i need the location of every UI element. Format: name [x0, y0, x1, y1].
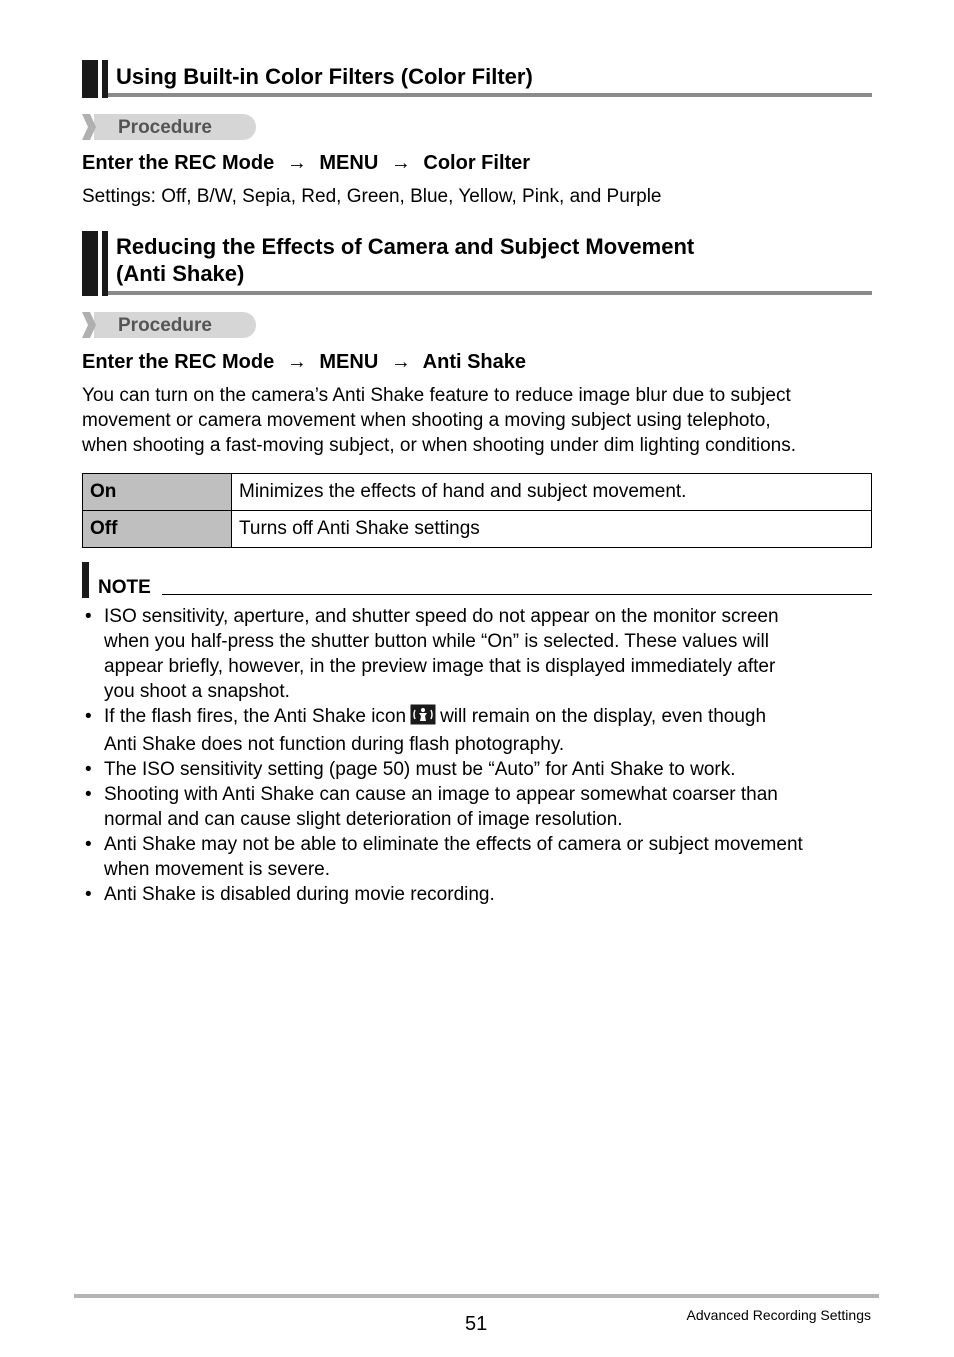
- note-line-text: appear briefly, however, in the preview image that is displayed immediately after: [104, 656, 776, 677]
- arrow-right-icon: →: [390, 351, 411, 373]
- settings-text: Settings: Off, B/W, Sepia, Red, Green, Blue, Yellow, Pink, and Purple: [82, 186, 662, 207]
- procedure-badge: [82, 114, 256, 140]
- option-desc: Turns off Anti Shake settings: [232, 511, 872, 548]
- step-2: MENU: [319, 152, 379, 174]
- arrow-right-icon: →: [286, 152, 307, 174]
- note-line-text: you shoot a snapshot.: [104, 681, 290, 702]
- bullet: •: [85, 884, 92, 905]
- note-text-after-icon: will remain on the display, even though: [440, 706, 767, 727]
- procedure-steps: [82, 350, 526, 374]
- description-line: movement or camera movement when shooting a moving subject using telephoto,: [82, 410, 771, 431]
- option-key: On: [83, 474, 232, 511]
- note-line-text: ISO sensitivity, aperture, and shutter speed do not appear on the monitor screen: [104, 606, 779, 627]
- bullet: •: [85, 759, 92, 780]
- table-row: [83, 511, 872, 548]
- list-item: [82, 757, 882, 782]
- option-key: Off: [83, 511, 232, 548]
- note-line-text: Anti Shake is disabled during movie recording.: [104, 884, 495, 905]
- note-bar: [82, 562, 89, 598]
- option-desc: Minimizes the effects of hand and subject movement.: [232, 474, 872, 511]
- bullet: •: [85, 706, 92, 727]
- table-row: [83, 474, 872, 511]
- note-rule: [162, 594, 872, 595]
- section-heading-color-filter: [82, 60, 872, 98]
- note-line-text: The ISO sensitivity setting (page 50) must be “Auto” for Anti Shake to work.: [104, 759, 736, 780]
- step-1: Enter the REC Mode: [82, 351, 275, 373]
- note-line-text: Shooting with Anti Shake can cause an image to appear somewhat coarser than: [104, 784, 778, 805]
- section-heading-anti-shake: [82, 231, 872, 296]
- heading-rule: [108, 291, 872, 295]
- arrow-right-icon: →: [390, 152, 411, 174]
- anti-shake-icon: [410, 704, 436, 732]
- bullet: •: [85, 784, 92, 805]
- note-line-text: Anti Shake may not be able to eliminate the effects of camera or subject movement: [104, 834, 803, 855]
- footer-rule: [74, 1294, 879, 1298]
- anti-shake-description: [82, 383, 796, 458]
- note-line-text: normal and can cause slight deterioration of image resolution.: [104, 809, 623, 830]
- page-number: 51: [465, 1313, 488, 1335]
- arrow-right-icon: →: [286, 351, 307, 373]
- section-title-line2: (Anti Shake): [116, 261, 245, 286]
- list-item: [82, 782, 882, 832]
- heading-rule: [108, 93, 872, 97]
- description-line: when shooting a fast-moving subject, or when shooting under dim lighting conditions.: [82, 435, 796, 456]
- note-line-text: when you half-press the shutter button while “On” is selected. These values will: [104, 631, 769, 652]
- note-line-text: Anti Shake does not function during flash photography.: [104, 734, 565, 755]
- note-label: NOTE: [98, 577, 151, 598]
- list-item: [82, 882, 882, 907]
- procedure-steps: [82, 151, 530, 175]
- bullet: •: [85, 606, 92, 627]
- section-title-line1: Reducing the Effects of Camera and Subject Movement: [116, 234, 695, 259]
- note-list: [82, 604, 882, 907]
- step-3: Color Filter: [423, 152, 531, 174]
- procedure-badge: [82, 312, 256, 338]
- note-text-before-icon: If the flash fires, the Anti Shake icon: [104, 706, 407, 727]
- note-line-text: [104, 704, 882, 732]
- list-item: [82, 832, 882, 882]
- description-line: You can turn on the camera’s Anti Shake feature to reduce image blur due to subject: [82, 385, 791, 406]
- footer-section-name: Advanced Recording Settings: [686, 1307, 871, 1323]
- bullet: •: [85, 834, 92, 855]
- note-line-text: when movement is severe.: [104, 859, 330, 880]
- procedure-label: Procedure: [118, 117, 212, 138]
- step-2: MENU: [319, 351, 379, 373]
- list-item: [82, 704, 882, 757]
- step-1: Enter the REC Mode: [82, 152, 275, 174]
- procedure-label: Procedure: [118, 315, 212, 336]
- anti-shake-options-table: [82, 473, 872, 548]
- section-title: Using Built-in Color Filters (Color Filter): [116, 64, 533, 89]
- step-3: Anti Shake: [422, 351, 527, 373]
- list-item: [82, 604, 882, 704]
